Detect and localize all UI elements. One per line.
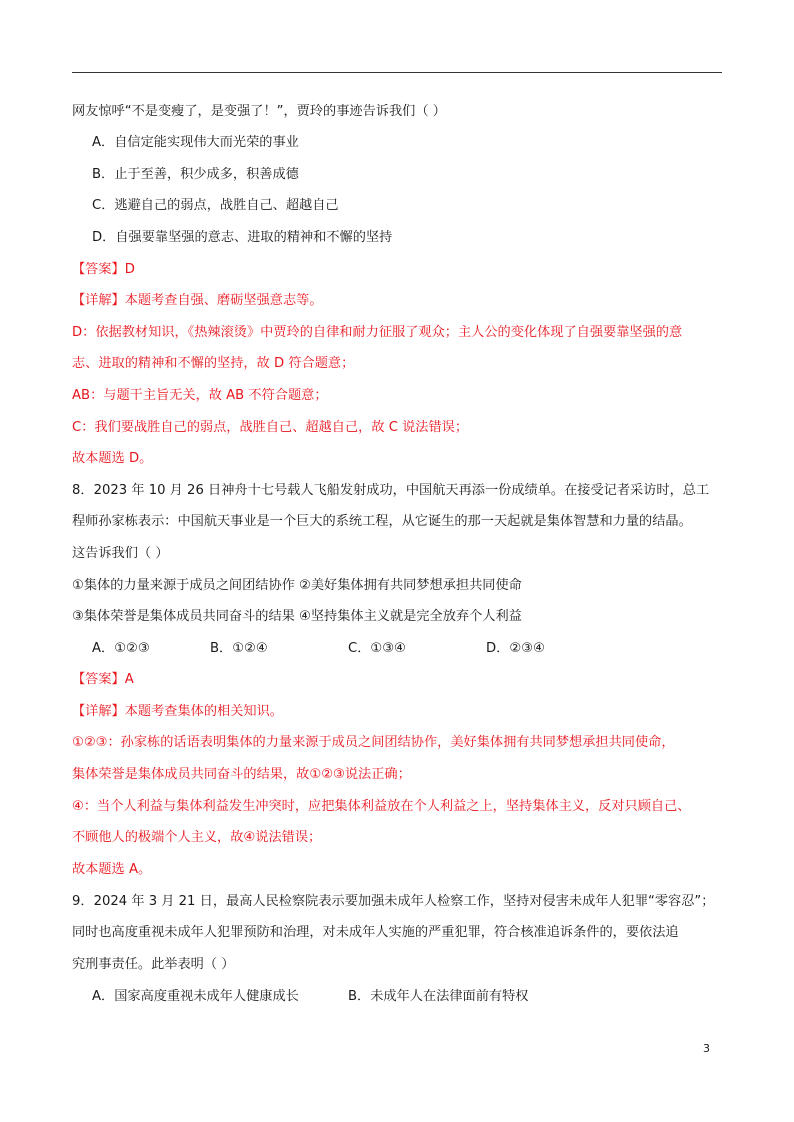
q7-detail: 【详解】本题考查自强、磨砺坚强意志等。	[72, 293, 323, 308]
q8-conclusion: 故本题选 A。	[72, 862, 152, 877]
q7-analysis-line: AB：与题干主旨无关，故 AB 不符合题意；	[72, 388, 328, 403]
q8-choices	[92, 640, 692, 658]
q8-detail: 【详解】本题考查集体的相关知识。	[72, 704, 283, 719]
header-rule	[72, 72, 722, 73]
q7-analysis-line: D：依据教材知识，《热辣滚烫》中贾玲的自律和耐力征服了观众；主人公的变化体现了自强要靠坚强的意	[72, 325, 683, 340]
q7-conclusion: 故本题选 D。	[72, 451, 153, 466]
q8-analysis-line: ④：当个人利益与集体利益发生冲突时，应把集体利益放在个人利益之上，坚持集体主义，反对只顾自己、	[72, 799, 691, 814]
q9-choice-a: A．国家高度重视未成年人健康成长	[92, 989, 299, 1004]
q7-option-b: B．止于至善，积少成多，积善成德	[92, 167, 299, 182]
q9-stem-line: 同时也高度重视未成年人犯罪预防和治理，对未成年人实施的严重犯罪，符合核准追诉条件的，要依法追	[72, 925, 679, 940]
q7-answer: 【答案】D	[72, 262, 135, 277]
q7-analysis-line: C：我们要战胜自己的弱点，战胜自己、超越自己，故 C 说法错误；	[72, 420, 469, 435]
q7-stem: 网友惊呼“不是变瘦了，是变强了！”，贾玲的事迹告诉我们（ ）	[72, 104, 446, 119]
q8-analysis-line: ①②③：孙家栋的话语表明集体的力量来源于成员之间团结协作，美好集体拥有共同梦想承担共同使命，	[72, 735, 675, 750]
page-number: 3	[703, 1042, 710, 1055]
q8-answer: 【答案】A	[72, 672, 134, 687]
q7-option-c: C．逃避自己的弱点，战胜自己、超越自己	[92, 198, 339, 213]
q8-choice-b: B．①②④	[210, 641, 268, 656]
q9-choice-b: B．未成年人在法律面前有特权	[348, 989, 529, 1004]
q9-stem-line: 9．2024 年 3 月 21 日，最高人民检察院表示要加强未成年人检察工作，坚持对侵害未成年人犯罪“零容忍”；	[72, 894, 715, 909]
q8-choice-c: C．①③④	[348, 641, 406, 656]
q8-stem-line: 这告诉我们（ ）	[72, 546, 169, 561]
q7-option-a: A．自信定能实现伟大而光荣的事业	[92, 135, 299, 150]
q7-analysis-line: 志、进取的精神和不懈的坚持，故 D 符合题意；	[72, 356, 355, 371]
q8-analysis-line: 集体荣誉是集体成员共同奋斗的结果，故①②③说法正确；	[72, 767, 411, 782]
q9-choices	[92, 988, 692, 1006]
q7-option-d: D．自强要靠坚强的意志、进取的精神和不懈的坚持	[92, 230, 393, 245]
q8-statements-line: ①集体的力量来源于成员之间团结协作 ②美好集体拥有共同梦想承担共同使命	[72, 578, 522, 593]
q8-statements-line: ③集体荣誉是集体成员共同奋斗的结果 ④坚持集体主义就是完全放弃个人利益	[72, 609, 522, 624]
q8-stem-line: 8．2023 年 10 月 26 日神舟十七号载人飞船发射成功，中国航天再添一份成绩单。在接受记者采访时，总工	[72, 483, 710, 498]
q8-choice-d: D．②③④	[486, 641, 545, 656]
q8-analysis-line: 不顾他人的极端个人主义，故④说法错误；	[72, 830, 322, 845]
q9-stem-line: 究刑事责任。此举表明（ ）	[72, 957, 235, 972]
q8-stem-line: 程师孙家栋表示：中国航天事业是一个巨大的系统工程，从它诞生的那一天起就是集体智慧和力量的结晶。	[72, 514, 692, 529]
q8-choice-a: A．①②③	[92, 641, 150, 656]
